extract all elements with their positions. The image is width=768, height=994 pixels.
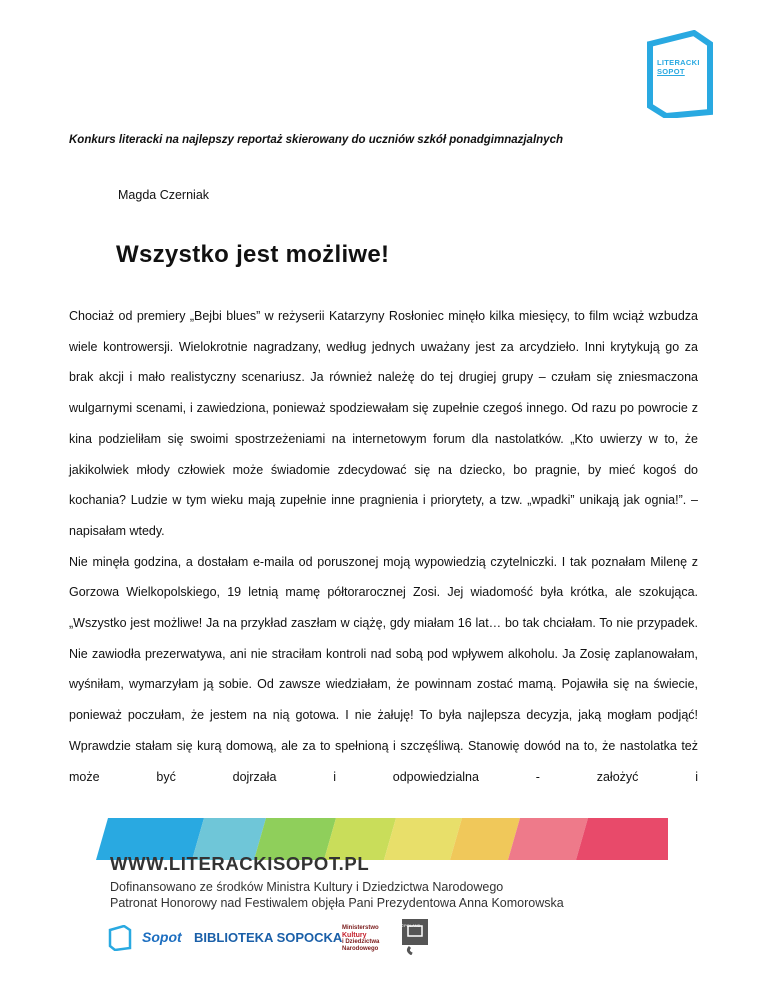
paragraph-1: Chociaż od premiery „Bejbi blues” w reżyserii Katarzyny Rosłoniec minęło kilka miesięcy, to film wciąż wzbudza wiele kontrowersji. Wielokrotnie nagradzany, według jednych uważany jest za arcydzieło. Inni krytykują go za brak akcji i mało realistyczny scenariusz. Ja również należę do tej drugiej grupy – czułam się zniesmaczona wulgarnymi scenami, i zawiedziona, ponieważ spodziewałam się zupełnie czegoś innego. Od razu po powrocie z kina podzieliłam się swoimi spostrzeżeniami na internetowym forum dla nastolatków. „Kto uwierzy w to, że jakikolwiek młody człowiek może świadomie zdecydować się na dziecko, bo pragnie, by mieć kogoś do kochania? Ludzie w tym wieku mają zupełnie inne pragnienia i priorytety, a tzw. „wpadki” unikają jak ognia!”. – napisałam wtedy.: [69, 309, 698, 538]
contest-line: Konkurs literacki na najlepszy reportaż skierowany do uczniów szkół ponadgimnazjalnych: [69, 134, 563, 146]
ministry-line-2: Kultury: [342, 932, 367, 939]
ministry-line-1: Ministerstwo: [342, 925, 379, 931]
article-body: [69, 301, 698, 792]
poland-brand-label: ©POLAND: [401, 923, 421, 928]
document-title: Wszystko jest możliwe!: [116, 241, 390, 268]
logo-line-2: SOPOT: [657, 66, 685, 76]
ministry-line-3: i Dziedzictwa: [342, 939, 380, 945]
author-name: Magda Czerniak: [118, 188, 210, 202]
website-url: WWW.LITERACKISOPOT.PL: [110, 853, 370, 874]
ministry-line-4: Narodowego: [342, 946, 379, 952]
biblioteka-sopocka-logo: BIBLIOTEKA SOPOCKA: [194, 930, 343, 945]
funding-info: [110, 879, 564, 911]
logo-line-1: LITERACKI: [657, 58, 700, 67]
sponsor-logos: [96, 915, 496, 971]
literacki-sopot-logo: [657, 59, 700, 76]
patronage-line: Patronat Honorowy nad Festiwalem objęła Pani Prezydentowa Anna Komorowska: [110, 896, 564, 910]
sopot-logo: Sopot: [142, 929, 182, 945]
funding-line: Dofinansowano ze środków Ministra Kultury i Dziedzictwa Narodowego: [110, 880, 504, 894]
paragraph-2: Nie minęła godzina, a dostałam e-maila od poruszonej moją wypowiedzią czytelniczki. I tak poznałam Milenę z Gorzowa Wielkopolskiego, 19 letnią mamę półtorarocznej Zosi. Jej wiadomość była krótka, ale szokująca. „Wszystko jest możliwe! Ja na przykład zaszłam w ciążę, gdy miałam 16 lat… bo tak chciałam. To nie przypadek. Nie zawiodła prezerwatywa, ani nie straciłam kontroli nad sobą pod wpływem alkoholu. Ja Zosię zaplanowałam, wyśniłam, wymarzyłam ją sobie. Od zawsze wiedziałam, że powinnam zostać mamą. Pojawiła się na świecie, ponieważ poczułam, że jestem na nią gotowa. I nie żałuję! To była najlepsza decyzja, jaką mogłam podjąć! Wprawdzie stałam się kurą domową, ale za to spełnioną i szczęśliwą. Stanowię dowód na to, że nastolatka też może być dojrzała i odpowiedzialna - założyć i: [69, 554, 698, 784]
literacki-sopot-small-logo: [108, 925, 132, 951]
ministry-logo: [342, 925, 379, 953]
